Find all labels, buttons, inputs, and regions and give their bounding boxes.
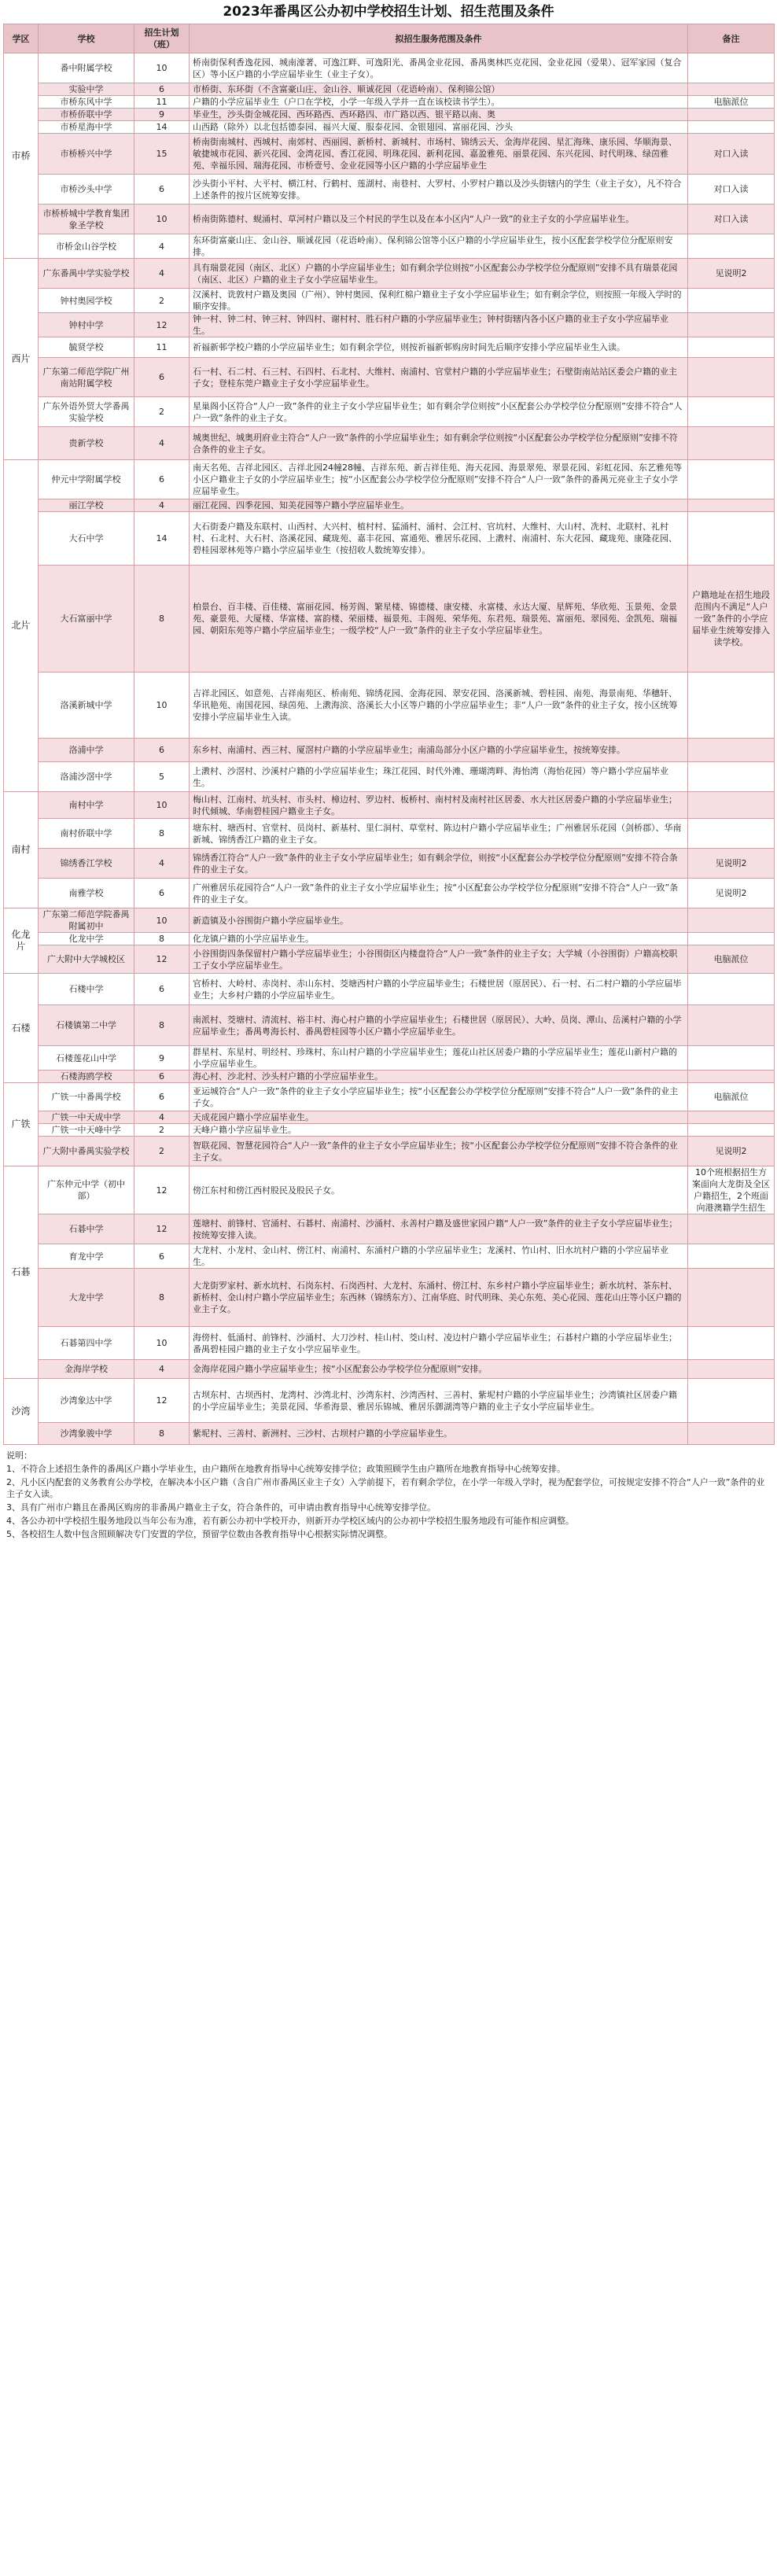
- area-cell: 市桥: [4, 53, 39, 259]
- remark: [688, 460, 775, 499]
- plan-count: 14: [134, 512, 190, 566]
- remark: [688, 933, 775, 945]
- table-row: [4, 1244, 775, 1269]
- remark: [688, 53, 775, 83]
- remark: [688, 499, 775, 512]
- school-name: 洛溪新城中学: [39, 673, 134, 739]
- plan-count: 10: [134, 673, 190, 739]
- header-note: 备注: [688, 24, 775, 53]
- remark: [688, 337, 775, 358]
- plan-count: 8: [134, 566, 190, 673]
- remark: [688, 1005, 775, 1046]
- school-name: 广东第二师范学院番禺附属初中: [39, 908, 134, 933]
- table-row: [4, 739, 775, 762]
- header-school: 学校: [39, 24, 134, 53]
- plan-count: 15: [134, 134, 190, 175]
- enrollment-conditions: 亚运城符合“人户一致”条件的业主子女小学应届毕业生；按“小区配套公办学校学位分配原则”安排不符合“人户一致”条件的业主子女。: [190, 1083, 688, 1111]
- table-row: [4, 1124, 775, 1137]
- plan-count: 8: [134, 1423, 190, 1445]
- enrollment-conditions: 丽江花园、四季花园、知美花园等户籍小学应届毕业生。: [190, 499, 688, 512]
- table-row: [4, 974, 775, 1005]
- plan-count: 9: [134, 1046, 190, 1071]
- school-name: 沙湾象达中学: [39, 1379, 134, 1423]
- school-name: 市桥桥城中学教育集团象圣学校: [39, 205, 134, 234]
- header-plan: 招生计划（班）: [134, 24, 190, 53]
- plan-count: 14: [134, 121, 190, 134]
- school-name: 大石富丽中学: [39, 566, 134, 673]
- school-name: 石楼镇第二中学: [39, 1005, 134, 1046]
- enrollment-conditions: 大龙村、小龙村、金山村、傍江村、南浦村、东涌村户籍的小学应届毕业生；龙溪村、竹山村、旧水坑村户籍的小学应届毕业生。: [190, 1244, 688, 1269]
- note-item: 2、凡小区内配套的义务教育公办学校，在解决本小区户籍（含自广州市番禺区业主子女）入学前提下，若有剩余学位，在小学一年级入学时，视为配套学位，可按规定安排不符合“人户一致”条件的业主子女入读。: [6, 1477, 765, 1499]
- remark: [688, 739, 775, 762]
- school-name: 市桥金山谷学校: [39, 234, 134, 259]
- plan-count: 10: [134, 53, 190, 83]
- plan-count: 6: [134, 974, 190, 1005]
- table-row: [4, 259, 775, 289]
- table-row: [4, 175, 775, 205]
- table-header-row: [4, 24, 775, 53]
- plan-count: 4: [134, 1360, 190, 1379]
- note-item: 3、具有广州市户籍且在番禺区购房的非番禺户籍业主子女，符合条件的，可申请由教育指导中心统筹安排学位。: [6, 1502, 436, 1513]
- document: [3, 0, 774, 1540]
- enrollment-conditions: 吉祥北园区、如意苑、吉祥南苑区、桥南苑、锦绣花园、金海花园、翠安花园、洛溪新城、碧桂园、南苑、海景南苑、华穗轩、华讯艳苑、南国花园、绿茵苑、上漖海滨、洛溪长大小区等户籍的小学应届毕业生；非“人户一致”条件的业主子女，按小区统筹安排小学应届毕业生入读。: [190, 673, 688, 739]
- note-item: 1、不符合上述招生条件的番禺区户籍小学毕业生，由户籍所在地教育指导中心统筹安排学位；政策照顾学生由户籍所在地教育指导中心统筹安排。: [6, 1464, 565, 1474]
- table-row: [4, 427, 775, 460]
- table-row: [4, 205, 775, 234]
- table-row: [4, 121, 775, 134]
- remark: [688, 819, 775, 849]
- remark: 对口入读: [688, 205, 775, 234]
- plan-count: 8: [134, 1005, 190, 1046]
- plan-count: 11: [134, 96, 190, 109]
- school-name: 贵新学校: [39, 427, 134, 460]
- school-name: 化龙中学: [39, 933, 134, 945]
- school-name: 沙湾象骏中学: [39, 1423, 134, 1445]
- plan-count: 6: [134, 1244, 190, 1269]
- enrollment-conditions: 汉溪村、诜敦村户籍及奥园（广州）、钟村奥园、保利红棉户籍业主子女小学应届毕业生；如有剩余学位，则按照一年级入学时的顺序安排。: [190, 289, 688, 313]
- enrollment-conditions: 群星村、东星村、明经村、珍珠村、东山村户籍的小学应届毕业生；莲花山社区居委户籍的小学应届毕业生；莲花山新村户籍的小学应届毕业生。: [190, 1046, 688, 1071]
- plan-count: 12: [134, 1379, 190, 1423]
- school-name: 南雅学校: [39, 879, 134, 908]
- school-name: 实验中学: [39, 83, 134, 96]
- remark: [688, 1046, 775, 1071]
- remark: [688, 397, 775, 427]
- remark: [688, 1423, 775, 1445]
- school-name: 广东外语外贸大学番禺实验学校: [39, 397, 134, 427]
- enrollment-conditions: 沙头街小平村、大平村、横江村、行鹤村、莲湖村、南巷村、大罗村、小罗村户籍以及沙头街辖内的学生（业主子女），凡不符合上述条件的按片区统筹安排。: [190, 175, 688, 205]
- plan-count: 6: [134, 83, 190, 96]
- plan-count: 6: [134, 879, 190, 908]
- header-conditions: 拟招生服务范围及条件: [190, 24, 688, 53]
- table-row: [4, 819, 775, 849]
- enrollment-conditions: 上漖村、沙滘村、沙溪村户籍的小学应届毕业生；珠江花园、时代外滩、珊瑚湾畔、海怡湾（海怡花园）等户籍小学应届毕业生。: [190, 762, 688, 792]
- remark: [688, 1071, 775, 1083]
- table-row: [4, 945, 775, 974]
- table-row: [4, 566, 775, 673]
- plan-count: 8: [134, 819, 190, 849]
- enrollment-conditions: 桥南街陈德村、蚬涌村、草河村户籍以及三个村民的学生以及在本小区内“人户一致”的业主子女的小学应届毕业生。: [190, 205, 688, 234]
- plan-count: 10: [134, 205, 190, 234]
- page-title: 2023年番禺区公办初中学校招生计划、招生范围及条件: [223, 4, 554, 20]
- enrollment-conditions: 锦绣香江符合“人户一致”条件的业主子女小学应届毕业生；如有剩余学位，则按“小区配套公办学校学位分配原则”安排不符合条件的业主子女。: [190, 849, 688, 879]
- header-area: 学区: [4, 24, 39, 53]
- remark: 电脑派位: [688, 945, 775, 974]
- remark: [688, 109, 775, 121]
- remark: [688, 121, 775, 134]
- school-name: 丽江学校: [39, 499, 134, 512]
- school-name: 广东番禺中学实验学校: [39, 259, 134, 289]
- table-row: [4, 1360, 775, 1379]
- enrollment-conditions: 官桥村、大岭村、赤岗村、赤山东村、茭塘西村户籍的小学应届毕业生；石楼世居（原居民）、石一村、石二村户籍的小学应届毕业生；大乡村户籍的小学应届毕业生。: [190, 974, 688, 1005]
- table-row: [4, 499, 775, 512]
- area-cell: 石碁: [4, 1166, 39, 1379]
- remark: [688, 762, 775, 792]
- remark: [688, 673, 775, 739]
- school-name: 市桥东风中学: [39, 96, 134, 109]
- plan-count: 4: [134, 499, 190, 512]
- plan-count: 5: [134, 762, 190, 792]
- plan-count: 2: [134, 397, 190, 427]
- table-body: [4, 53, 775, 1445]
- plan-count: 6: [134, 460, 190, 499]
- remark: [688, 1269, 775, 1327]
- table-row: [4, 849, 775, 879]
- enrollment-conditions: 星巢阁小区符合“人户一致”条件的业主子女小学应届毕业生；如有剩余学位则按“小区配套公办学校学位分配原则”安排不符合“人户一致”条件的业主子女。: [190, 397, 688, 427]
- plan-count: 6: [134, 739, 190, 762]
- area-cell: 化龙片: [4, 908, 39, 974]
- school-name: 广铁一中番禺学校: [39, 1083, 134, 1111]
- table-row: [4, 908, 775, 933]
- table-row: [4, 83, 775, 96]
- notes-heading: 说明：: [6, 1450, 32, 1461]
- remark: 对口入读: [688, 175, 775, 205]
- remark: 10个班根据招生方案面向大龙街及全区户籍招生，2个班面向港澳籍学生招生: [688, 1166, 775, 1214]
- table-row: [4, 1214, 775, 1244]
- remark: [688, 908, 775, 933]
- plan-count: 12: [134, 945, 190, 974]
- plan-count: 6: [134, 358, 190, 397]
- table-row: [4, 792, 775, 819]
- table-row: [4, 673, 775, 739]
- school-name: 石碁第四中学: [39, 1327, 134, 1360]
- enrollment-conditions: 东乡村、南浦村、西三村、厦滘村户籍的小学应届毕业生；南浦岛部分小区户籍的小学应届毕业生，按统筹安排。: [190, 739, 688, 762]
- school-name: 石楼海鸥学校: [39, 1071, 134, 1083]
- enrollment-conditions: 海傍村、低涌村、前锋村、沙涌村、大刀沙村、桂山村、茭山村、凌边村户籍小学应届毕业生；石碁村户籍的小学应届毕业生；番禺碧桂园户籍的业主子女小学应届毕业生。: [190, 1327, 688, 1360]
- school-name: 大龙中学: [39, 1269, 134, 1327]
- remark: [688, 427, 775, 460]
- plan-count: 12: [134, 313, 190, 337]
- remark: [688, 358, 775, 397]
- table-row: [4, 337, 775, 358]
- table-row: [4, 397, 775, 427]
- note-item: 5、各校招生人数中包含照顾解决专门安置的学位，预留学位数由各教育指导中心根据实际情况调整。: [6, 1529, 392, 1539]
- area-cell: 南村: [4, 792, 39, 908]
- enrollment-conditions: 天成花园户籍小学应届毕业生。: [190, 1111, 688, 1124]
- school-name: 市桥沙头中学: [39, 175, 134, 205]
- enrollment-conditions: 傍江东村和傍江西村股民及股民子女。: [190, 1166, 688, 1214]
- notes-section: [3, 1445, 774, 1540]
- enrollment-conditions: 石一村、石二村、石三村、石四村、石北村、大维村、南浦村、官堂村户籍的小学应届毕业生；石壁街南站站区委会户籍的业主子女；登桂东莞户籍业主子女小学应届毕业生。: [190, 358, 688, 397]
- remark: [688, 1214, 775, 1244]
- remark: [688, 792, 775, 819]
- school-name: 金海岸学校: [39, 1360, 134, 1379]
- plan-count: 10: [134, 1327, 190, 1360]
- enrollment-conditions: 桥南街南城村、西城村、南郊村、西丽园、新桥村、新城村、市场村、锦绣云天、金海岸花园、星汇海珠、康乐园、华顺海景、敏捷城市花园、新兴花园、金湾花园、香江花园、明珠花园、新利花园、嘉盈雅苑、丽景花园、东兴花园、时代明珠、绿茵雅苑、幸福乐园、瑞海花园、市桥壹号、金业花园等小区户籍的小学应届毕业生: [190, 134, 688, 175]
- enrollment-conditions: 山西路（除外）以北包括德泰园、福兴大厦、服泰花园、金银翅园、富丽花园、沙头: [190, 121, 688, 134]
- enrollment-conditions: 化龙镇户籍的小学应届毕业生。: [190, 933, 688, 945]
- plan-count: 2: [134, 1124, 190, 1137]
- table-row: [4, 1269, 775, 1327]
- plan-count: 12: [134, 1214, 190, 1244]
- enrollment-table: [3, 24, 775, 1445]
- remark: 对口入读: [688, 134, 775, 175]
- table-row: [4, 234, 775, 259]
- remark: [688, 83, 775, 96]
- enrollment-conditions: 古坝东村、古坝西村、龙湾村、沙湾北村、沙湾东村、沙湾西村、三善村、紫坭村户籍的小学应届毕业生；沙湾镇社区居委户籍的小学应届毕业生；美景花园、华希海景、雅居乐锦城、雅居乐御湖湾等户籍的业主子女小学应届毕业生。: [190, 1379, 688, 1423]
- plan-count: 10: [134, 908, 190, 933]
- remark: [688, 289, 775, 313]
- plan-count: 4: [134, 849, 190, 879]
- table-row: [4, 289, 775, 313]
- enrollment-conditions: 海心村、沙北村、沙头村户籍的小学应届毕业生。: [190, 1071, 688, 1083]
- table-row: [4, 1327, 775, 1360]
- school-name: 南村侨联中学: [39, 819, 134, 849]
- school-name: 石楼莲花山中学: [39, 1046, 134, 1071]
- plan-count: 8: [134, 1269, 190, 1327]
- enrollment-conditions: 户籍的小学应届毕业生（户口在学校，小学一年级入学并一直在该校读书学生）。: [190, 96, 688, 109]
- school-name: 育龙中学: [39, 1244, 134, 1269]
- school-name: 仲元中学附属学校: [39, 460, 134, 499]
- school-name: 毓贤学校: [39, 337, 134, 358]
- enrollment-conditions: 南派村、茭塘村、清流村、裕丰村、海心村户籍的小学应届毕业生；石楼世居（原居民）、大岭、员岗、潭山、岳溪村户籍的小学应届毕业生；番禺粤海长村、番禺碧桂园等小区户籍小学应届毕业生。: [190, 1005, 688, 1046]
- remark: 见说明2: [688, 849, 775, 879]
- enrollment-conditions: 小谷围街四条保留村户籍小学应届毕业生；小谷围街区内楼盘符合“人户一致”条件的业主子女；大学城（小谷围街）户籍高校职工子女小学应届毕业生。: [190, 945, 688, 974]
- school-name: 市桥侨联中学: [39, 109, 134, 121]
- plan-count: 6: [134, 1083, 190, 1111]
- remark: [688, 1124, 775, 1137]
- area-cell: 北片: [4, 460, 39, 792]
- plan-count: 6: [134, 1071, 190, 1083]
- enrollment-conditions: 毕业生，沙头街金城花园、西环路西、西环路四、市广路以西、银平路以南、奥: [190, 109, 688, 121]
- school-name: 钟村奥园学校: [39, 289, 134, 313]
- table-row: [4, 1423, 775, 1445]
- remark: 见说明2: [688, 879, 775, 908]
- school-name: 洛浦中学: [39, 739, 134, 762]
- table-row: [4, 460, 775, 499]
- note-item: 4、各公办初中学校招生服务地段以当年公布为准，若有新公办初中学校开办，则新开办学校区域内的公办初中学校招生服务地段有可能作相应调整。: [6, 1516, 574, 1526]
- school-name: 广东第二师范学院广州南站附属学校: [39, 358, 134, 397]
- area-cell: 沙湾: [4, 1379, 39, 1445]
- school-name: 市桥星海中学: [39, 121, 134, 134]
- enrollment-conditions: 南天名苑、吉祥北园区、吉祥北园24幢28幢、吉祥东苑、新吉祥佳苑、海天花园、海景翠苑、翠景花园、彩虹花园、东艺雅苑等小区户籍业主子女的小学应届毕业生；按“小区配套公办学校学位分配原则”安排不符合“人户一致”条件的番禺元亮业主子女小学应届毕业生。: [190, 460, 688, 499]
- school-name: 石楼中学: [39, 974, 134, 1005]
- school-name: 石碁中学: [39, 1214, 134, 1244]
- plan-count: 8: [134, 933, 190, 945]
- school-name: 广大附中大学城校区: [39, 945, 134, 974]
- enrollment-conditions: 桥南街保利香逸花园、城南濠著、可逸江畔、可逸阳光、番禺金业花园、番禺奥林匹克花园、金业花园（爱果）、冠军家园（复合区）等小区户籍的小学应届毕业生（业主子女）。: [190, 53, 688, 83]
- table-row: [4, 933, 775, 945]
- enrollment-conditions: 紫坭村、三善村、新洲村、三沙村、古坝村户籍的小学应届毕业生。: [190, 1423, 688, 1445]
- plan-count: 10: [134, 792, 190, 819]
- plan-count: 6: [134, 175, 190, 205]
- enrollment-conditions: 市桥街、东环街（不含富豪山庄、金山谷、顺诚花园（花语岭南）、保利锦公馆）: [190, 83, 688, 96]
- school-name: 大石中学: [39, 512, 134, 566]
- remark: 电脑派位: [688, 96, 775, 109]
- enrollment-conditions: 大龙街罗家村、新水坑村、石岗东村、石岗西村、大龙村、东涌村、傍江村、东乡村户籍小学应届毕业生；新水坑村、茶东村、新桥村、金山村户籍小学应届毕业生；东西林（锦绣东方）、江南华庭、时代明珠、美心东苑、美心花园、莲花山庄等小区户籍的业主子女。: [190, 1269, 688, 1327]
- table-row: [4, 1137, 775, 1166]
- table-row: [4, 1379, 775, 1423]
- table-row: [4, 1005, 775, 1046]
- table-row: [4, 1083, 775, 1111]
- enrollment-conditions: 柏景台、百丰楼、百佳楼、富丽花园、杨芳阁、繁星楼、锦德楼、康安楼、永富楼、永达大厦、星辉苑、华欣苑、玉景苑、金景苑、豪景苑、大厦楼、华富楼、富韵楼、荣丽楼、福景苑、丰阁苑、荣华苑、东君苑、瑞景苑、富丽苑、翠园苑、金凯苑、瑞福园、朝阳东苑等户籍小学应届毕业生；一级学校“人户一致”条件的业主子女小学应届毕业生。: [190, 566, 688, 673]
- table-row: [4, 313, 775, 337]
- enrollment-conditions: 祈福新邨学校户籍的小学应届毕业生；如有剩余学位，则按祈福新邨购房时间先后顺序安排小学应届毕业生入读。: [190, 337, 688, 358]
- enrollment-conditions: 具有瑞景花园（南区、北区）户籍的小学应届毕业生；如有剩余学位则按“小区配套公办学校学位分配原则”安排不具有瑞景花园（南区、北区）户籍的业主子女小学应届毕业生。: [190, 259, 688, 289]
- remark: [688, 234, 775, 259]
- school-name: 南村中学: [39, 792, 134, 819]
- remark: [688, 974, 775, 1005]
- enrollment-conditions: 钟一村、钟二村、钟三村、钟四村、谢村村、胜石村户籍的小学应届毕业生；钟村街辖内各小区户籍的业主子女小学应届毕业生。: [190, 313, 688, 337]
- school-name: 洛浦沙滘中学: [39, 762, 134, 792]
- area-cell: 广铁: [4, 1083, 39, 1166]
- enrollment-conditions: 梅山村、江南村、坑头村、市头村、樟边村、罗边村、板桥村、南村村及南村社区居委、水大社区居委户籍的小学应届毕业生；时代倾城、华南碧桂园户籍业主子女。: [190, 792, 688, 819]
- plan-count: 12: [134, 1166, 190, 1214]
- enrollment-conditions: 新造镇及小谷围街户籍小学应届毕业生。: [190, 908, 688, 933]
- plan-count: 4: [134, 1111, 190, 1124]
- remark: [688, 512, 775, 566]
- enrollment-conditions: 城奥世纪、城奥玥府业主符合“人户一致”条件的小学应届毕业生；如有剩余学位则按“小区配套公办学校学位分配原则”安排不符合条件的业主子女。: [190, 427, 688, 460]
- enrollment-conditions: 塘东村、塘西村、官堂村、员岗村、新基村、里仁洞村、草堂村、陈边村户籍小学应届毕业生；广州雅居乐花园（剑桥郡）、华南新城、锦绣香江户籍的业主子女。: [190, 819, 688, 849]
- school-name: 广铁一中天峰中学: [39, 1124, 134, 1137]
- table-row: [4, 1166, 775, 1214]
- remark: 电脑派位: [688, 1083, 775, 1111]
- table-row: [4, 512, 775, 566]
- remark: 户籍地址在招生地段范围内不满足“人户一致”条件的小学应届毕业生统筹安排入读学校。: [688, 566, 775, 673]
- table-row: [4, 1071, 775, 1083]
- school-name: 广铁一中天成中学: [39, 1111, 134, 1124]
- plan-count: 2: [134, 289, 190, 313]
- enrollment-conditions: 大石街委户籍及东联村、山西村、大兴村、植村村、猛涌村、涌村、会江村、官坑村、大维村、大山村、冼村、北联村、礼村村、石北村、大石村、洛溪花园、藏珑苑、嘉丰花园、富通苑、雅居乐花园、上漖村、南浦村、东大花园、藏珑苑、康隆花园、碧桂园翠林苑等户籍小学应届毕业生（按招收人数统筹安排）。: [190, 512, 688, 566]
- plan-count: 4: [134, 259, 190, 289]
- table-row: [4, 879, 775, 908]
- table-row: [4, 762, 775, 792]
- table-row: [4, 1046, 775, 1071]
- remark: 见说明2: [688, 1137, 775, 1166]
- remark: [688, 1360, 775, 1379]
- remark: 见说明2: [688, 259, 775, 289]
- remark: [688, 313, 775, 337]
- table-row: [4, 1111, 775, 1124]
- remark: [688, 1379, 775, 1423]
- school-name: 番中附属学校: [39, 53, 134, 83]
- table-row: [4, 109, 775, 121]
- area-cell: 西片: [4, 259, 39, 460]
- enrollment-conditions: 智联花园、智慧花园符合“人户一致”条件的业主子女小学应届毕业生；按“小区配套公办学校学位分配原则”安排不符合条件的业主子女。: [190, 1137, 688, 1166]
- table-row: [4, 53, 775, 83]
- plan-count: 4: [134, 234, 190, 259]
- remark: [688, 1111, 775, 1124]
- plan-count: 2: [134, 1137, 190, 1166]
- plan-count: 11: [134, 337, 190, 358]
- school-name: 钟村中学: [39, 313, 134, 337]
- school-name: 锦绣香江学校: [39, 849, 134, 879]
- enrollment-conditions: 广州雅居乐花园符合“人户一致”条件的业主子女小学应届毕业生；按“小区配套公办学校学位分配原则”安排不符合“人户一致”条件的业主子女。: [190, 879, 688, 908]
- table-row: [4, 96, 775, 109]
- table-row: [4, 358, 775, 397]
- remark: [688, 1327, 775, 1360]
- table-row: [4, 134, 775, 175]
- enrollment-conditions: 天峰户籍小学应届毕业生。: [190, 1124, 688, 1137]
- school-name: 广大附中番禺实验学校: [39, 1137, 134, 1166]
- enrollment-conditions: 金海岸花园户籍小学应届毕业生；按“小区配套公办学校学位分配原则”安排。: [190, 1360, 688, 1379]
- area-cell: 石楼: [4, 974, 39, 1083]
- school-name: 广东仲元中学（初中部）: [39, 1166, 134, 1214]
- enrollment-conditions: 莲塘村、前锋村、官涌村、石碁村、南浦村、沙涌村、永善村户籍及盛世家园户籍“人户一致”条件的业主子女小学应届毕业生；按统筹安排入读。: [190, 1214, 688, 1244]
- school-name: 市桥桥兴中学: [39, 134, 134, 175]
- plan-count: 9: [134, 109, 190, 121]
- remark: [688, 1244, 775, 1269]
- enrollment-conditions: 东环街富豪山庄、金山谷、顺诚花园（花语岭南）、保利锦公馆等小区户籍的小学应届毕业生，按小区配套学校学位分配原则安排。: [190, 234, 688, 259]
- plan-count: 4: [134, 427, 190, 460]
